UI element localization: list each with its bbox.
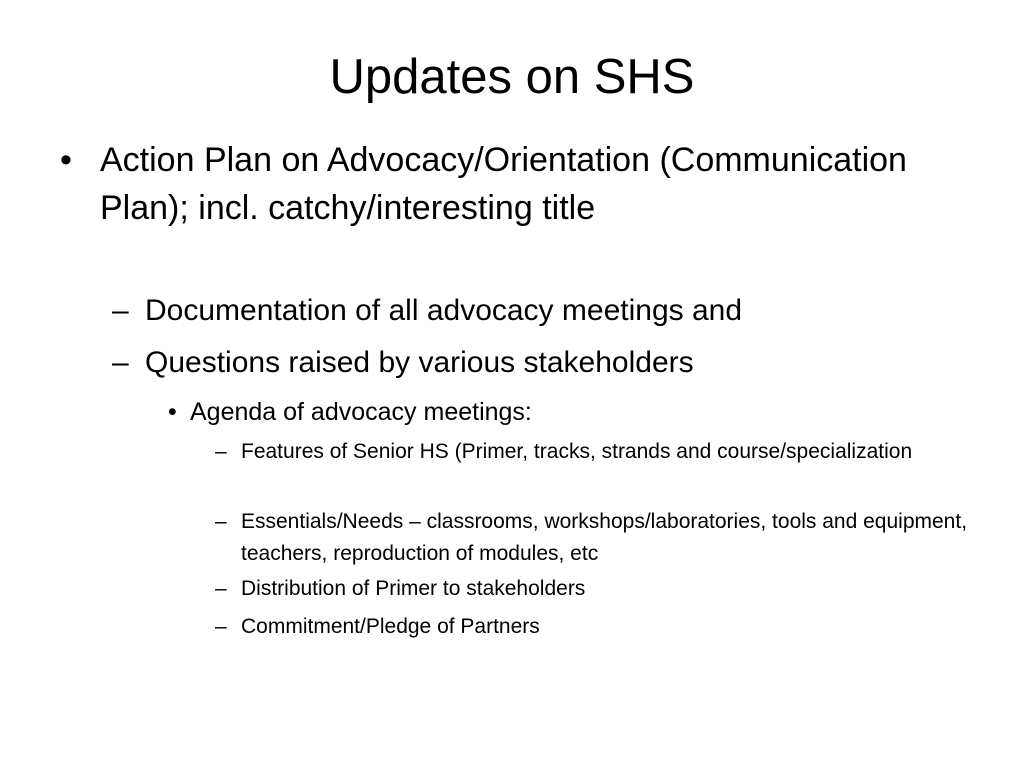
agenda-item-distribution [215, 573, 971, 605]
sub-sub-item-text: Agenda of advocacy meetings: [190, 398, 532, 426]
agenda-item-text: Features of Senior HS (Primer, tracks, strands and course/specialization [241, 440, 913, 463]
sub-item-text: Documentation of all advocacy meetings and [145, 294, 743, 327]
sub-item-documentation [112, 291, 985, 331]
dash-icon: – [215, 510, 227, 533]
sub-item-text: Questions raised by various stakeholders [145, 346, 694, 379]
sub-sub-item-agenda [168, 395, 970, 429]
agenda-item-text: Essentials/Needs – classrooms, workshops/laboratories, tools and equipment, teachers, reproduction of modules, etc [241, 510, 968, 565]
agenda-item-features [215, 436, 971, 468]
dash-icon: – [215, 615, 227, 638]
agenda-item-commitment [215, 611, 971, 643]
agenda-item-text: Distribution of Primer to stakeholders [241, 577, 586, 600]
slide-title: Updates on SHS [329, 50, 695, 104]
bullet-item-action-plan [60, 136, 980, 232]
bullet-icon: • [168, 398, 177, 426]
bullet-text: Action Plan on Advocacy/Orientation (Communication Plan); incl. catchy/interesting title [100, 141, 907, 227]
sub-item-questions [112, 343, 985, 383]
agenda-item-text: Commitment/Pledge of Partners [241, 615, 540, 638]
dash-icon: – [215, 577, 227, 600]
bullet-icon: • [60, 141, 72, 179]
dash-icon: – [112, 346, 129, 379]
agenda-item-essentials [215, 506, 971, 570]
dash-icon: – [215, 440, 227, 463]
dash-icon: – [112, 294, 129, 327]
